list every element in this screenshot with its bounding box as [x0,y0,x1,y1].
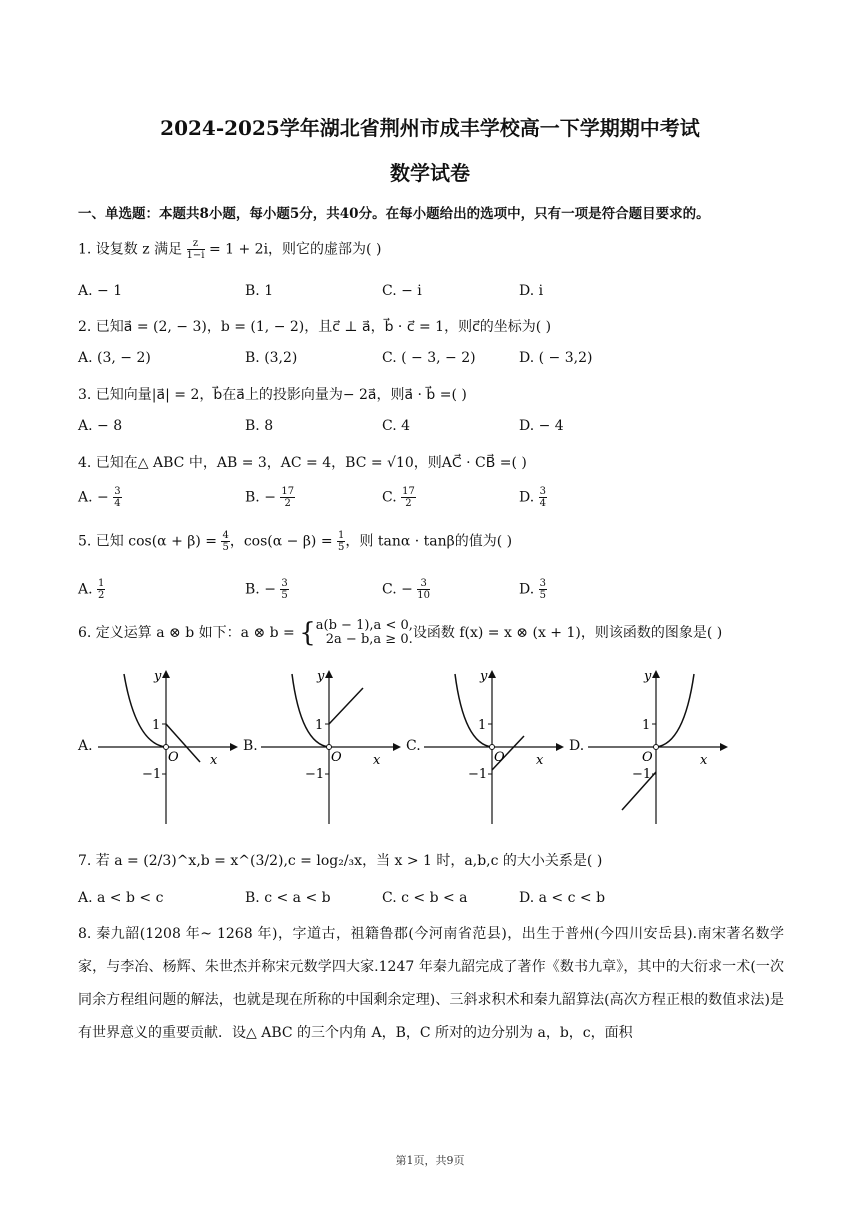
q5-option-d: D. $\frac{3}{5}$ [519,578,547,601]
q4-option-b: B. − $\frac{17}{2}$ [245,486,295,509]
y-axis-label: y [154,669,162,684]
q7-option-c: C. c < b < a [382,890,468,906]
q7-option-d: D. a < c < b [519,890,606,906]
tick-label-neg1: −1 [632,767,652,782]
q1-fraction: $\frac{z}{1-i}$ [186,238,205,261]
q2-option-b: B. (3,2) [245,350,298,366]
x-axis-label: x [210,753,218,768]
graph-d-label: D. [569,738,585,754]
q1-suffix: = 1 + 2i，则它的虚部为( ) [208,241,382,258]
y-axis-label: y [317,669,325,684]
q2-option-d: D. ( − 3,2) [519,350,593,366]
tick-label-1: 1 [478,718,487,733]
tick-label-1: 1 [315,718,324,733]
question-7: 7. 若 a = (2/3)^x,b = x^(3/2),c = log₂/₃x，当 x > 1 时，a,b,c 的大小关系是( ) [78,853,603,869]
origin-label: O [168,750,179,765]
question-5: 5. 已知 cos(α + β) = $\frac{4}{5}$ ，cos(α − β) = $\frac{1}{5}$ ，则 tanα · tanβ的值为( ) [78,530,513,553]
x-axis-label: x [700,753,708,768]
exam-title: 2024-2025学年湖北省荆州市成丰学校高一下学期期中考试 [160,116,700,140]
origin-label: O [331,750,342,765]
q3-option-c: C. 4 [382,418,411,434]
y-axis-label: y [644,669,652,684]
q3-option-a: A. − 8 [78,418,123,434]
question-1 [78,238,381,261]
graph-a-label: A. [78,738,93,754]
page-footer: 第1页，共9页 [395,1154,465,1167]
q3-option-d: D. − 4 [519,418,564,434]
q2-option-c: C. ( − 3, − 2) [382,350,476,366]
y-axis-label: y [480,669,488,684]
graph-a [96,668,240,826]
tick-label-1: 1 [152,718,161,733]
x-axis-label: x [536,753,544,768]
q1-option-b: B. 1 [245,283,274,299]
q5-option-c: C. − $\frac{3}{10}$ [382,578,431,601]
graph-d [586,668,730,826]
q4-option-a: A. − $\frac{3}{4}$ [78,486,121,509]
exam-subtitle: 数学试卷 [390,161,470,185]
question-8: 8. 秦九韶(1208 年~ 1268 年)，字道古，祖籍鲁郡(今河南省范县)，出生于普州(今四川安岳县).南宋著名数学家，与李冶、杨辉、朱世杰并称宋元数学四大家.1247 年秦九韶完成了著作《数书九章》，其中的大衍求一术(一次同余方程组问题的解法，也就是现在所称的中国剩余定理)、三斜求积术和秦九韶算法(高次方程正根的数值求法)是有世界意义的重要贡献．设△ ABC 的三个内角 A，B，C 所对的边分别为 a，b，c，面积 [78,926,784,1041]
q4-option-d: D. $\frac{3}{4}$ [519,486,547,509]
tick-label-neg1: −1 [468,767,488,782]
tick-label-neg1: −1 [305,767,325,782]
x-axis-label: x [373,753,381,768]
graph-b-label: B. [243,738,258,754]
q3-option-b: B. 8 [245,418,274,434]
origin-label: O [494,750,505,765]
brace-symbol: { [299,618,316,648]
q6-cases: a(b − 1),a < 0, 2a − b,a ≥ 0. [315,618,413,647]
question-6: 6. 定义运算 a ⊗ b 如下：a ⊗ b = { a(b − 1),a < 0, 2a − b,a ≥ 0. 设函数 f(x) = x ⊗ (x + 1)，则该函数的图象是( ) [78,618,723,648]
question-4: 4. 已知在△ ABC 中，AB = 3，AC = 4，BC = √10，则AC⃗ · CB⃗ =( ) [78,455,527,471]
q5-option-a: A. $\frac{1}{2}$ [78,578,105,601]
q1-prefix: 1. 设复数 z 满足 [78,241,183,258]
graph-b [259,668,403,826]
graph-c [422,668,566,826]
question-2: 2. 已知a⃗ = (2, − 3)，b = (1, − 2)，且c⃗ ⊥ a⃗，b⃗ · c⃗ = 1，则c⃗的坐标为( ) [78,319,552,335]
q1-option-c: C. − i [382,283,422,299]
graph-c-label: C. [406,738,421,754]
q1-option-d: D. i [519,283,544,299]
q5-option-b: B. − $\frac{3}{5}$ [245,578,288,601]
section-heading: 一、单选题：本题共8小题，每小题5分，共40分。在每小题给出的选项中，只有一项是符合题目要求的。 [78,206,710,222]
tick-label-neg1: −1 [142,767,162,782]
tick-label-1: 1 [642,718,651,733]
q7-option-b: B. c < a < b [245,890,331,906]
q4-option-c: C. $\frac{17}{2}$ [382,486,415,509]
q2-option-a: A. (3, − 2) [78,350,151,366]
q7-option-a: A. a < b < c [78,890,164,906]
question-3: 3. 已知向量|a⃗| = 2，b⃗在a⃗上的投影向量为− 2a⃗，则a⃗ · b⃗ =( ) [78,387,467,403]
origin-label: O [642,750,653,765]
q1-option-a: A. − 1 [78,283,123,299]
